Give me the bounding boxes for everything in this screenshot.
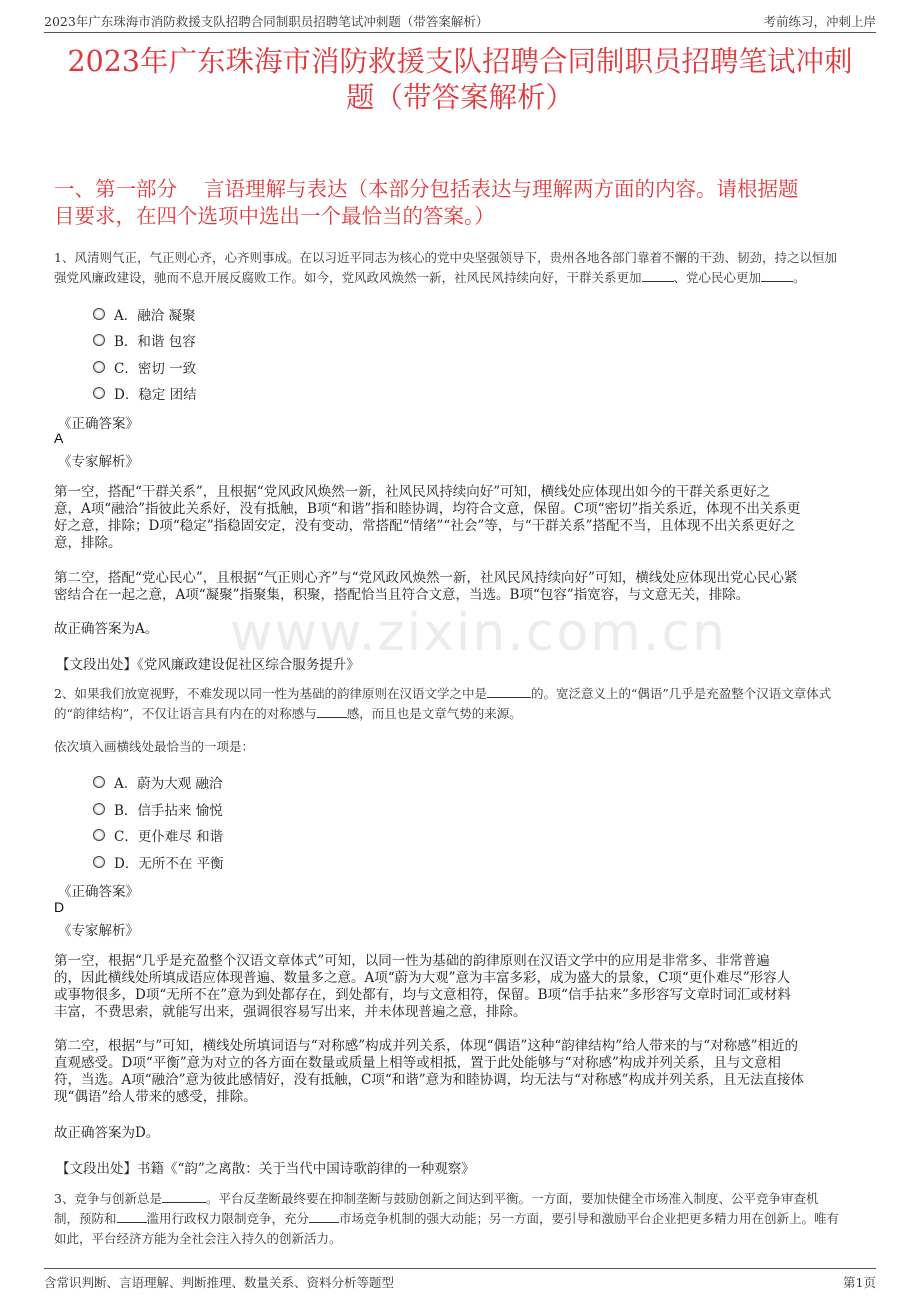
- question-1-conclusion: 故正确答案为A。: [54, 621, 159, 637]
- question-3-stem: [54, 1189, 880, 1249]
- section-heading-line2: 目要求，在四个选项中选出一个最恰当的答案。）: [54, 204, 495, 228]
- question-1-option-d[interactable]: D．稳定 团结: [93, 383, 197, 403]
- question-1-stem-line1: 1、风清则气正，气正则心齐，心齐则事成。在以习近平同志为核心的党中央坚强领导下，贵州各地各部门靠着不懈的干劲、韧劲，持之以恒加: [54, 250, 837, 265]
- header-slogan: 考前练习，冲刺上岸: [763, 14, 876, 29]
- question-1-stem-line2: 强党风廉政建设，驰而不息开展反腐败工作。如今，党风政风焕然一新，社风民风持续向好，干群关系更加 、党心民心更加 。: [54, 270, 806, 285]
- question-2-conclusion: 故正确答案为D。: [54, 1125, 160, 1141]
- radio-icon[interactable]: [93, 776, 105, 788]
- blank-3: [309, 1222, 339, 1223]
- page-title-line1: 2023年广东珠海市消防救援支队招聘合同制职员招聘笔试冲刺: [67, 45, 853, 78]
- page-header: [44, 10, 876, 33]
- page-title: [40, 44, 880, 116]
- question-2-option-b[interactable]: B．信手拈来 愉悦: [93, 799, 223, 819]
- question-3-stem-line3: 如此，平台经济方能为全社会注入持久的创新活力。: [54, 1231, 342, 1246]
- radio-icon[interactable]: [93, 803, 105, 815]
- question-2-stem-line2: 的“韵律结构”，不仅让语言具有内在的对称感与 感，而且也是文章气势的来源。: [54, 706, 522, 721]
- question-1-answer-label: 《正确答案》: [58, 416, 139, 432]
- blank-2: [117, 1222, 147, 1223]
- blank-1: [642, 281, 674, 282]
- question-2-stem-line1: 2、如果我们放宽视野，不难发现以同一性为基础的韵律原则在汉语文学之中是 的。宽泛意义上的“偶语”几乎是充盈整个汉语文章体式: [54, 686, 832, 701]
- watermark: www.zixin.com.cn: [230, 603, 727, 663]
- question-1-analysis-p1: 第一空，搭配“干群关系”，且根据“党风政风焕然一新，社风民风持续向好”可知，横线处应体现出如今的干群关系更好之 意，A项“融洽”指彼此关系好，没有抵触，B项“和谐”指和睦协调，均符合文意，保留。C项“密切”指关系近，体现不出关系更 好之意，排除；D项“稳定”指稳固安定，没有变动，常搭配“情绪”“社会”等，与“干群关系”搭配不当，且体现不出关系更好之 意，排除。: [54, 484, 801, 551]
- question-2-analysis-label: 《专家解析》: [58, 923, 139, 939]
- page-footer: [44, 1268, 876, 1292]
- page-title-line2: 题（带答案解析）: [345, 81, 574, 114]
- question-3-stem-line2: 制，预防和 滥用行政权力限制竞争，充分 市场竞争机制的强大动能；另一方面，要引导和激励平台企业把更多精力用在创新上。唯有: [54, 1211, 840, 1226]
- blank-1: [162, 1202, 206, 1203]
- question-1-option-a[interactable]: A．融洽 凝聚: [93, 304, 196, 324]
- question-2-answer: D: [54, 899, 65, 915]
- question-1-option-b[interactable]: B．和谐 包容: [93, 330, 196, 350]
- question-2-instruction: 依次填入画横线处最恰当的一项是：: [54, 739, 255, 754]
- question-2-analysis-p2: 第二空，根据“与”可知，横线处所填词语与“对称感”构成并列关系，体现“偶语”这种“韵律结构”给人带来的与“对称感”相近的 直观感受。D项“平衡”意为对立的各方面在数量或质量上相等或相抵，置于此处能够与“对称感”构成并列关系，且与文意相 符，当选。A项“融洽”意为彼此感情好，没有抵触，C项“和谐”意为和睦协调，均无法与“对称感”构成并列关系，且无法直接体 现“偶语”给人带来的感受，排除。: [54, 1038, 804, 1105]
- page-number: 第1页: [843, 1275, 876, 1290]
- question-1-analysis-p2: 第二空，搭配“党心民心”，且根据“气正则心齐”与“党风政风焕然一新，社风民风持续向好”可知，横线处应体现出党心民心紧 密结合在一起之意，A项“凝聚”指聚集，积聚，搭配恰当且符合文意，当选。B项“包容”指宽容，与文意无关，排除。: [54, 570, 798, 603]
- radio-icon[interactable]: [93, 829, 105, 841]
- footer-topics: 含常识判断、言语理解、判断推理、数量关系、资料分析等题型: [44, 1275, 395, 1290]
- radio-icon[interactable]: [93, 308, 105, 320]
- header-doc-title: 2023年广东珠海市消防救援支队招聘合同制职员招聘笔试冲刺题（带答案解析）: [44, 14, 489, 29]
- radio-icon[interactable]: [93, 334, 105, 346]
- radio-icon[interactable]: [93, 361, 105, 373]
- question-1-source: 【文段出处】《党风廉政建设促社区综合服务提升》: [56, 657, 360, 673]
- question-1-analysis-label: 《专家解析》: [58, 454, 139, 470]
- section-heading-line1: 一、第一部分 言语理解与表达（本部分包括表达与理解两方面的内容。请根据题: [54, 177, 799, 201]
- radio-icon[interactable]: [93, 387, 105, 399]
- question-2-option-a[interactable]: A．蔚为大观 融洽: [93, 772, 223, 792]
- question-1-stem: [54, 248, 880, 288]
- question-2-option-d[interactable]: D．无所不在 平衡: [93, 852, 224, 872]
- blank-2: [761, 281, 793, 282]
- blank-1: [487, 697, 531, 698]
- section-heading: [54, 176, 880, 230]
- question-2-option-c[interactable]: C．更仆难尽 和谐: [93, 825, 223, 845]
- question-1-option-c[interactable]: C．密切 一致: [93, 357, 196, 377]
- radio-icon[interactable]: [93, 856, 105, 868]
- question-2-answer-label: 《正确答案》: [58, 884, 139, 900]
- blank-2: [317, 717, 347, 718]
- question-2-analysis-p1: 第一空，根据“几乎是充盈整个汉语文章体式”可知，以同一性为基础的韵律原则在汉语文学中的应用是非常多、非常普遍 的，因此横线处所填成语应体现普遍、数量多之意。A项“蔚为大观”意为丰富多彩，成为盛大的景象，C项“更仆难尽”形容人 或事物很多，D项“无所不在”意为到处都存在，到处都有，均与文意相符，保留。B项“信手拈来”多形容写文章时词汇或材料 丰富，不费思索，就能写出来，强调很容易写出来，并未体现普遍之意，排除。: [54, 953, 791, 1020]
- question-2-source: 【文段出处】书籍《“韵”之离散：关于当代中国诗歌韵律的一种观察》: [56, 1161, 475, 1177]
- question-1-answer: A: [54, 430, 64, 446]
- question-3-stem-line1: 3、竞争与创新总是 。平台反垄断最终要在抑制垄断与鼓励创新之间达到平衡。一方面，要加快健全市场准入制度、公平竞争审查机: [54, 1191, 819, 1206]
- question-2-stem: [54, 684, 880, 724]
